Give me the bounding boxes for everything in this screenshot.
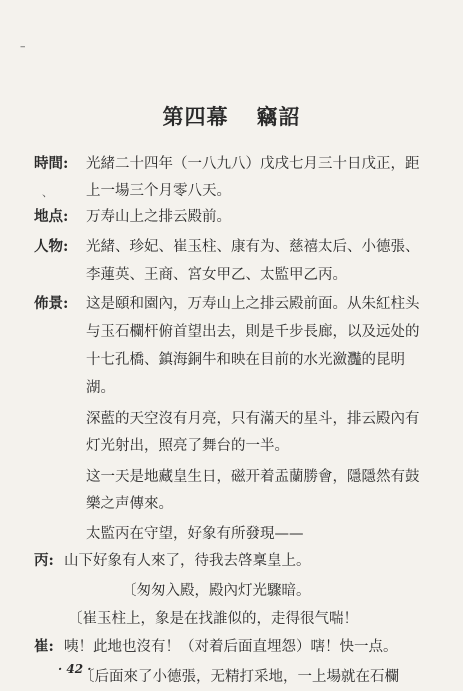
act-title: [0, 101, 463, 131]
section-line: 十七孔橋、鎮海銅牛和映在目前的水光瀲灩的昆明: [86, 352, 405, 368]
section-label: 地点:: [34, 208, 69, 225]
speaker-label: 崔:: [34, 638, 54, 655]
section-label: 時間:: [34, 155, 69, 172]
section-label: 佈景:: [34, 295, 69, 312]
act-name: 竊詔: [256, 104, 301, 129]
section-line: 光緒二十四年（一八九八）戊戌七月三十日戊正，距: [86, 156, 420, 172]
paragraph-line: 灯光射出，照亮了舞台的一半。: [86, 438, 289, 454]
paragraph-line: 太監丙在守望，好象有所發現——: [86, 526, 304, 542]
paragraph-line: 这一天是地藏皇生日，磁开着盂蘭勝會，隱隱然有鼓: [86, 469, 420, 485]
paragraph-line: 深藍的天空沒有月亮，只有滿天的星斗，排云殿內有: [86, 411, 420, 427]
section-line: 上一場三个月零八天。: [86, 183, 231, 199]
margin-mark: 、: [42, 186, 53, 199]
dialogue-text: 咦！此地也沒有！（对着后面直埋怨）嗐！快一点。: [64, 639, 398, 655]
page-number: · 42 ·: [58, 662, 92, 676]
section-line: 与玉石欄杆俯首望出去，則是千步長廊，以及远处的: [86, 324, 420, 340]
section-label: 人物:: [34, 238, 69, 255]
section-line: 湖。: [86, 380, 115, 396]
act-number: 第四幕: [162, 104, 229, 129]
section-line: 这是頤和園內，万寿山上之排云殿前面。从朱紅柱头: [86, 296, 420, 312]
speaker-label: 丙:: [34, 552, 54, 569]
stage-direction-text: 〔匆匆入殿，殿內灯光驟暗。: [122, 583, 311, 599]
section-line: 光緒、珍妃、崔玉柱、康有为、慈禧太后、小德張、: [86, 239, 420, 255]
dialogue-text: 山下好象有人來了，待我去啓稟皇上。: [64, 553, 311, 569]
margin-mark: –: [20, 40, 26, 53]
stage-direction-text: 〔后面來了小德張，无精打采地，一上場就在石欄: [80, 669, 399, 685]
paragraph-line: 樂之声傳來。: [86, 496, 173, 512]
stage-direction-text: 〔崔玉柱上，象是在找誰似的，走得很气喘！: [68, 611, 358, 627]
section-line: 李蓮英、王商、宮女甲乙、太監甲乙丙。: [86, 267, 347, 283]
section-line: 万寿山上之排云殿前。: [86, 209, 231, 225]
